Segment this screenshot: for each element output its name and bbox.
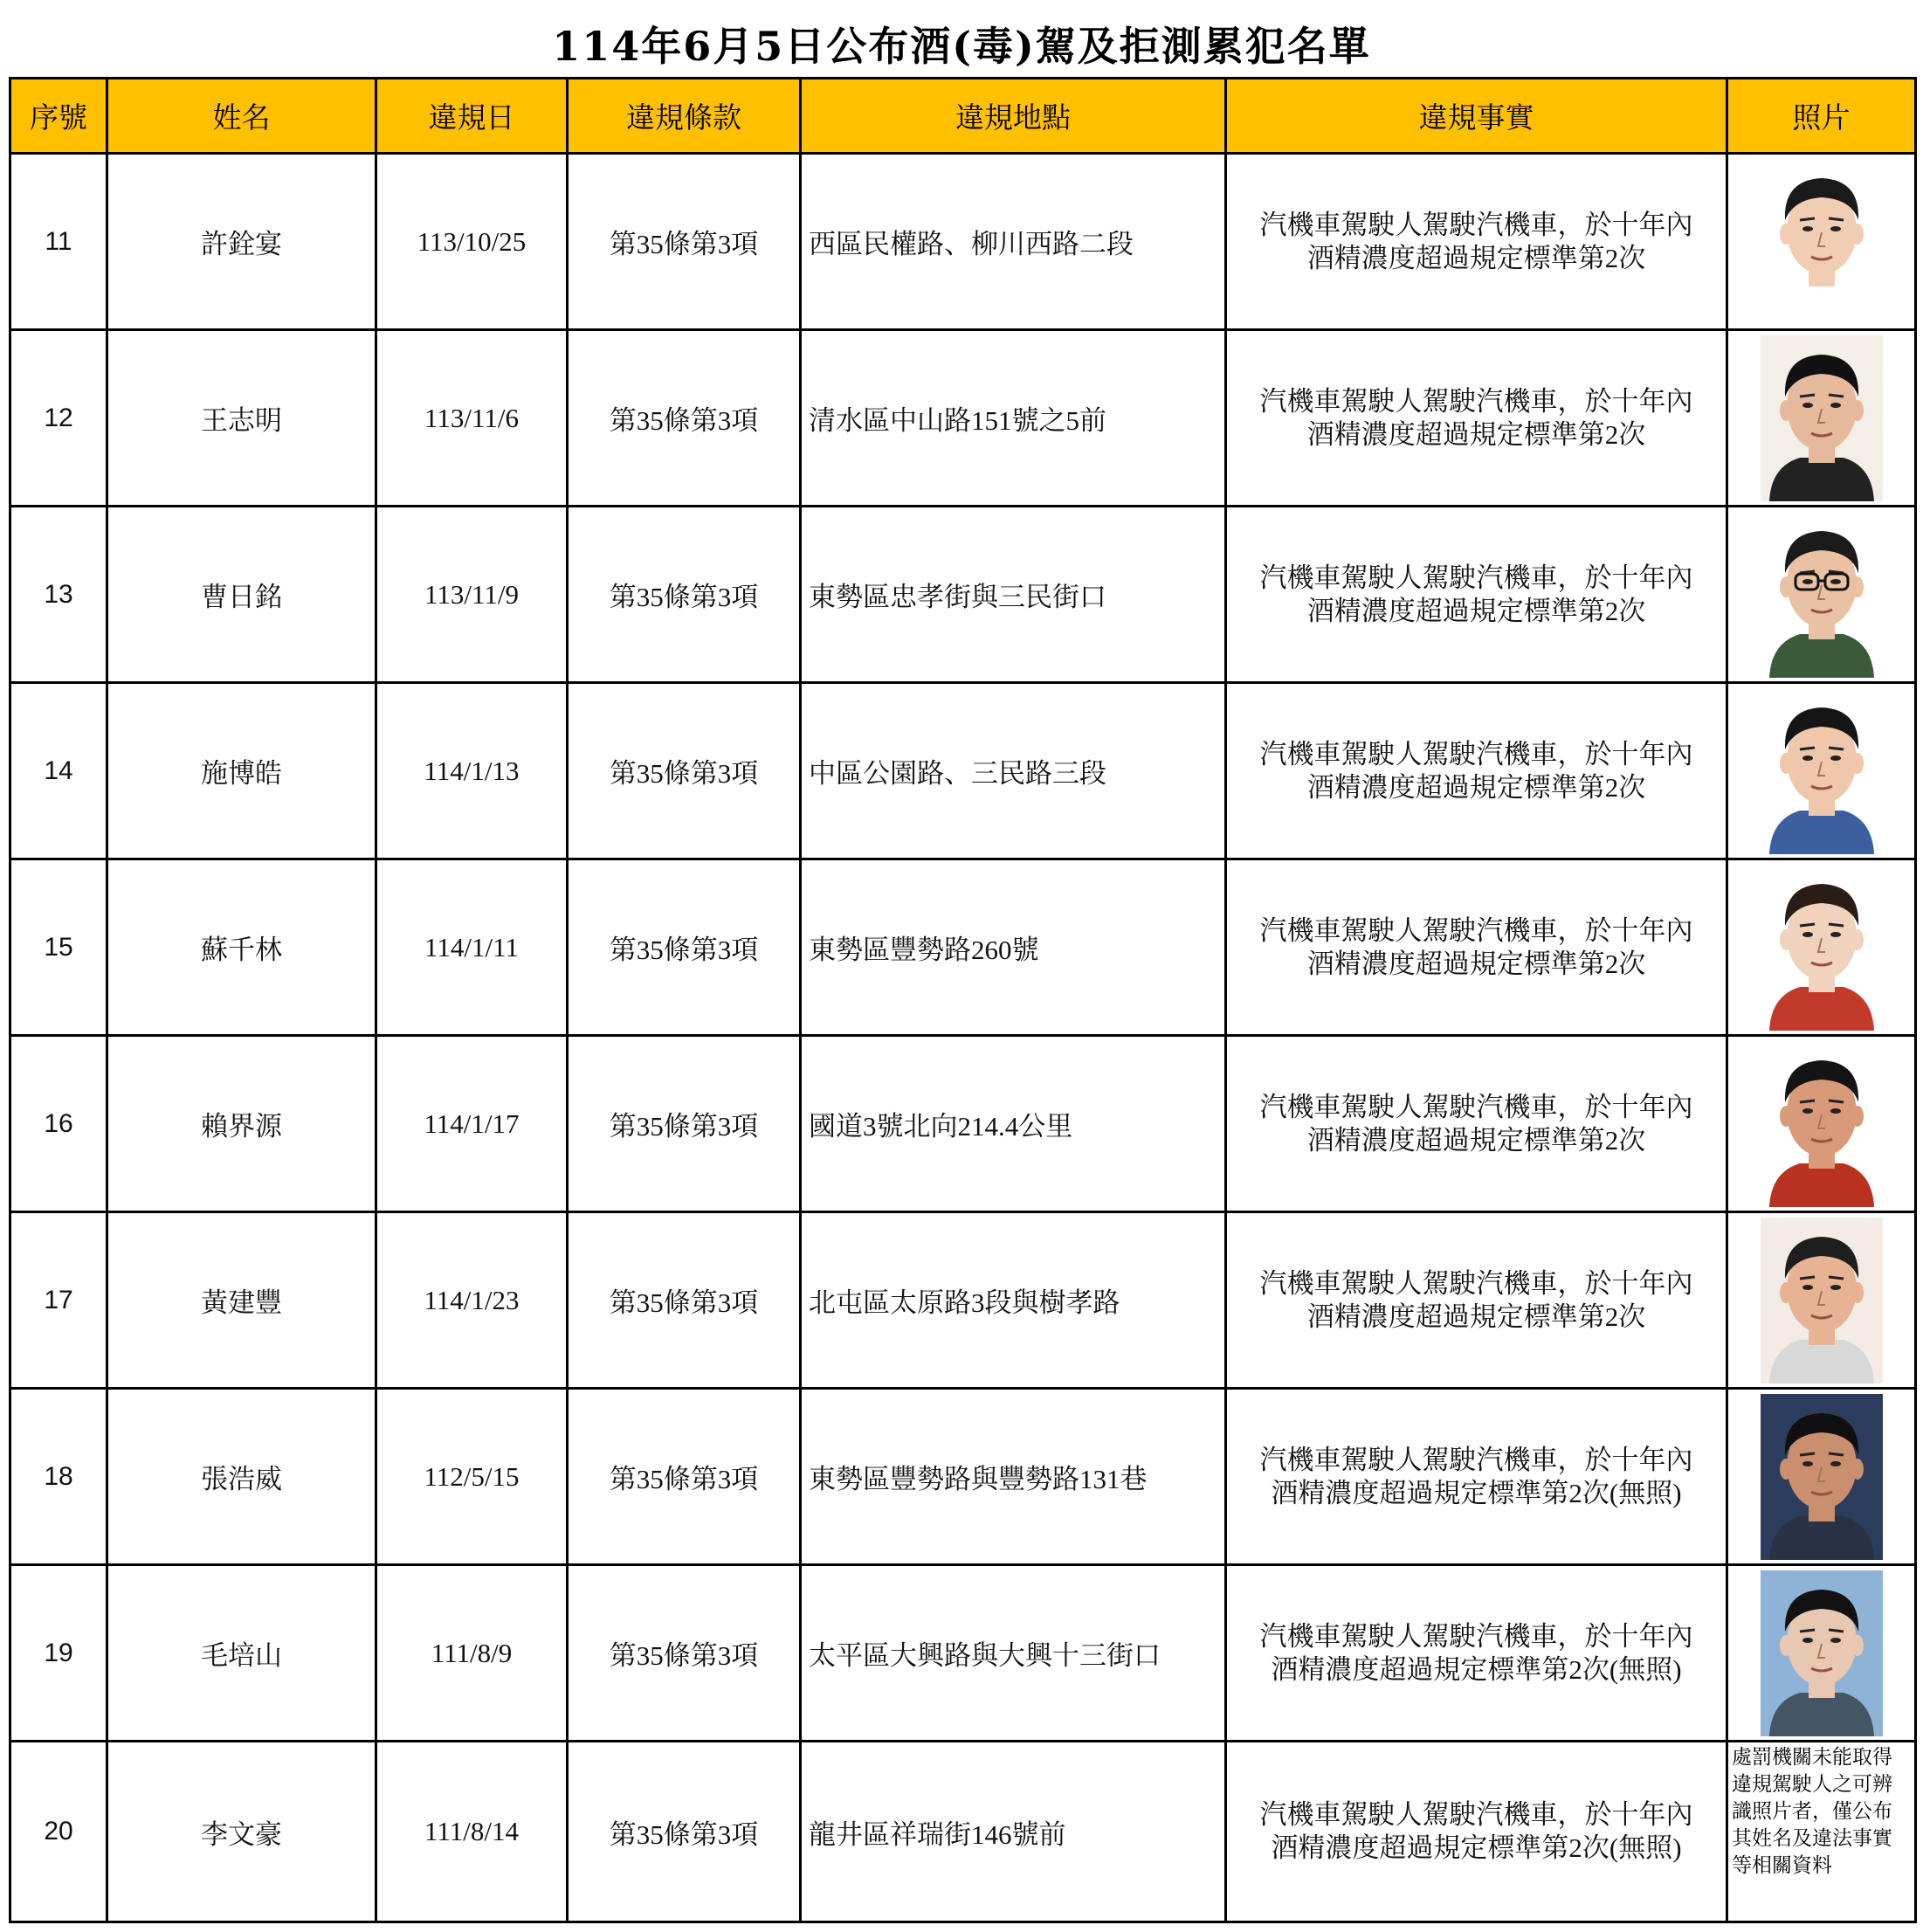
violation-location: 國道3號北向214.4公里	[801, 1036, 1226, 1212]
violation-date: 113/11/9	[376, 507, 568, 683]
violation-fact	[1226, 330, 1727, 507]
violation-fact	[1226, 507, 1727, 683]
portrait-photo	[1761, 1041, 1883, 1207]
violation-fact	[1226, 1036, 1727, 1212]
photo-cell	[1727, 330, 1916, 507]
photo-cell	[1727, 1742, 1916, 1922]
portrait-photo	[1761, 335, 1883, 501]
photo-cell	[1727, 154, 1916, 330]
offender-name: 王志明	[107, 330, 376, 507]
violation-date: 111/8/14	[376, 1742, 568, 1922]
serial-number: 11	[10, 154, 107, 330]
violation-fact	[1226, 154, 1727, 330]
violation-location: 東勢區豐勢路與豐勢路131巷	[801, 1389, 1226, 1565]
serial-number: 19	[10, 1565, 107, 1742]
table-row	[10, 1565, 1916, 1742]
violation-fact-line2: 酒精濃度超過規定標準第2次(無照)	[1271, 1832, 1682, 1863]
violation-date: 114/1/13	[376, 683, 568, 859]
page-title: 114年6月5日公布酒(毒)駕及拒測累犯名單	[552, 23, 1371, 70]
violation-fact-line1: 汽機車駕駛人駕駛汽機車，於十年內	[1259, 209, 1693, 240]
header-serial: 序號	[10, 79, 107, 154]
header-photo: 照片	[1727, 79, 1916, 154]
header-date: 違規日	[376, 79, 568, 154]
violation-fact	[1226, 683, 1727, 859]
portrait-photo	[1761, 865, 1883, 1031]
portrait-photo	[1761, 1394, 1883, 1560]
offender-name: 賴界源	[107, 1036, 376, 1212]
portrait-photo	[1761, 1218, 1883, 1383]
violation-clause: 第35條第3項	[568, 859, 801, 1036]
photo-cell	[1727, 1212, 1916, 1389]
violation-fact	[1226, 1742, 1727, 1922]
violation-fact-line1: 汽機車駕駛人駕駛汽機車，於十年內	[1259, 1444, 1693, 1475]
offender-table	[9, 77, 1917, 1923]
violation-location: 龍井區祥瑞街146號前	[801, 1742, 1226, 1922]
offender-name: 許銓宴	[107, 154, 376, 330]
violation-clause: 第35條第3項	[568, 1036, 801, 1212]
violation-clause: 第35條第3項	[568, 330, 801, 507]
offender-name: 黃建豐	[107, 1212, 376, 1389]
table-row	[10, 683, 1916, 859]
offender-name: 曹日銘	[107, 507, 376, 683]
header-name: 姓名	[107, 79, 376, 154]
violation-clause: 第35條第3項	[568, 683, 801, 859]
violation-clause: 第35條第3項	[568, 507, 801, 683]
violation-fact	[1226, 1212, 1727, 1389]
violation-clause: 第35條第3項	[568, 1742, 801, 1922]
header-location: 違規地點	[801, 79, 1226, 154]
serial-number: 12	[10, 330, 107, 507]
violation-location: 中區公園路、三民路三段	[801, 683, 1226, 859]
violation-date: 111/8/9	[376, 1565, 568, 1742]
portrait-photo	[1761, 1570, 1883, 1736]
violation-location: 太平區大興路與大興十三街口	[801, 1565, 1226, 1742]
table-row	[10, 1742, 1916, 1922]
violation-fact-line1: 汽機車駕駛人駕駛汽機車，於十年內	[1259, 1620, 1693, 1652]
violation-fact-line2: 酒精濃度超過規定標準第2次	[1306, 242, 1646, 273]
offender-name: 毛培山	[107, 1565, 376, 1742]
table-row	[10, 507, 1916, 683]
table-header-row	[10, 79, 1916, 154]
table-body	[10, 154, 1916, 1922]
header-fact: 違規事實	[1226, 79, 1727, 154]
violation-location: 北屯區太原路3段與樹孝路	[801, 1212, 1226, 1389]
header-clause: 違規條款	[568, 79, 801, 154]
violation-fact-line1: 汽機車駕駛人駕駛汽機車，於十年內	[1259, 1091, 1693, 1122]
violation-location: 東勢區豐勢路260號	[801, 859, 1226, 1036]
violation-date: 113/11/6	[376, 330, 568, 507]
violation-fact-line1: 汽機車駕駛人駕駛汽機車，於十年內	[1259, 738, 1693, 769]
violation-clause: 第35條第3項	[568, 1565, 801, 1742]
violation-clause: 第35條第3項	[568, 1389, 801, 1565]
violation-fact-line2: 酒精濃度超過規定標準第2次	[1306, 418, 1646, 450]
offender-name: 施博皓	[107, 683, 376, 859]
violation-location: 清水區中山路151號之5前	[801, 330, 1226, 507]
violation-fact-line1: 汽機車駕駛人駕駛汽機車，於十年內	[1259, 914, 1693, 946]
violation-fact-line1: 汽機車駕駛人駕駛汽機車，於十年內	[1259, 562, 1693, 593]
photo-cell	[1727, 683, 1916, 859]
serial-number: 16	[10, 1036, 107, 1212]
violation-date: 113/10/25	[376, 154, 568, 330]
violation-location: 西區民權路、柳川西路二段	[801, 154, 1226, 330]
table-row	[10, 859, 1916, 1036]
violation-fact	[1226, 1565, 1727, 1742]
portrait-photo	[1761, 159, 1883, 325]
violation-clause: 第35條第3項	[568, 154, 801, 330]
violation-location: 東勢區忠孝街與三民街口	[801, 507, 1226, 683]
violation-fact-line2: 酒精濃度超過規定標準第2次	[1306, 771, 1646, 803]
violation-date: 112/5/15	[376, 1389, 568, 1565]
offender-name: 張浩威	[107, 1389, 376, 1565]
violation-fact-line1: 汽機車駕駛人駕駛汽機車，於十年內	[1259, 1799, 1693, 1830]
offender-name: 李文豪	[107, 1742, 376, 1922]
table-row	[10, 1036, 1916, 1212]
violation-date: 114/1/17	[376, 1036, 568, 1212]
violation-date: 114/1/23	[376, 1212, 568, 1389]
portrait-photo	[1761, 512, 1883, 678]
photo-cell	[1727, 1565, 1916, 1742]
photo-cell	[1727, 1036, 1916, 1212]
table-row	[10, 154, 1916, 330]
table-row	[10, 1212, 1916, 1389]
violation-fact-line2: 酒精濃度超過規定標準第2次(無照)	[1271, 1477, 1682, 1508]
photo-cell	[1727, 859, 1916, 1036]
serial-number: 17	[10, 1212, 107, 1389]
violation-fact	[1226, 859, 1727, 1036]
portrait-photo	[1761, 688, 1883, 854]
violation-fact-line1: 汽機車駕駛人駕駛汽機車，於十年內	[1259, 385, 1693, 417]
violation-fact-line2: 酒精濃度超過規定標準第2次(無照)	[1271, 1653, 1682, 1685]
photo-unavailable-note: 處罰機關未能取得違規駕駛人之可辨識照片者，僅公布 其姓名及違法事實等相關資料	[1732, 1746, 1892, 1877]
serial-number: 15	[10, 859, 107, 1036]
violation-fact-line1: 汽機車駕駛人駕駛汽機車，於十年內	[1259, 1267, 1693, 1299]
violation-fact-line2: 酒精濃度超過規定標準第2次	[1306, 948, 1646, 979]
violation-date: 114/1/11	[376, 859, 568, 1036]
violation-fact-line2: 酒精濃度超過規定標準第2次	[1306, 595, 1646, 626]
serial-number: 18	[10, 1389, 107, 1565]
serial-number: 13	[10, 507, 107, 683]
serial-number: 14	[10, 683, 107, 859]
table-row	[10, 1389, 1916, 1565]
violation-fact	[1226, 1389, 1727, 1565]
photo-cell	[1727, 507, 1916, 683]
table-row	[10, 330, 1916, 507]
violation-fact-line2: 酒精濃度超過規定標準第2次	[1306, 1124, 1646, 1156]
violation-fact-line2: 酒精濃度超過規定標準第2次	[1306, 1301, 1646, 1332]
photo-cell	[1727, 1389, 1916, 1565]
serial-number: 20	[10, 1742, 107, 1922]
violation-clause: 第35條第3項	[568, 1212, 801, 1389]
offender-name: 蘇千林	[107, 859, 376, 1036]
